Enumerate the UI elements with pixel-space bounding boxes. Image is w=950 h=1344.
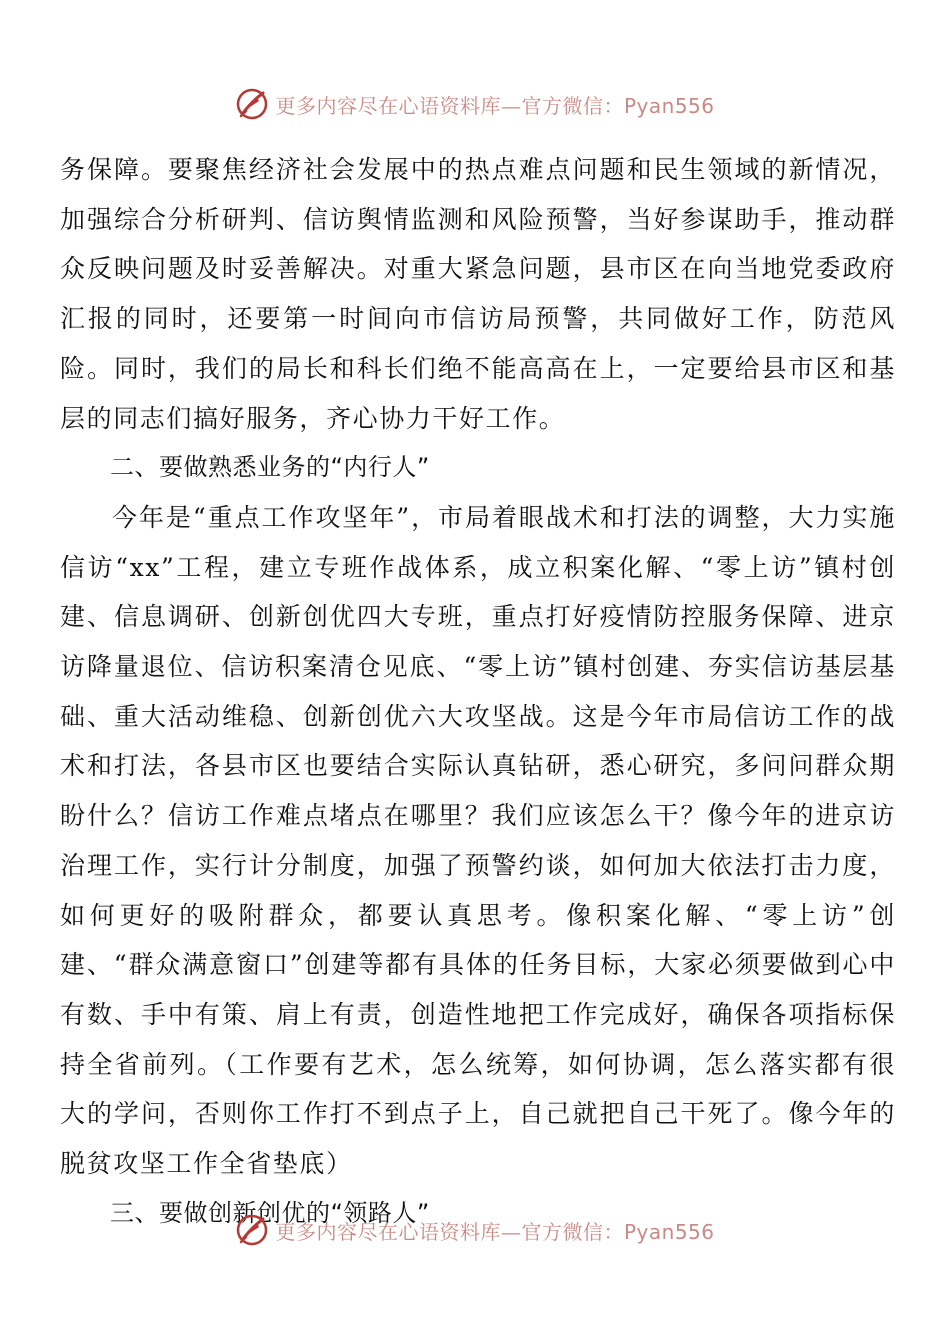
wechat-id: Pyan556: [623, 1219, 715, 1244]
section-heading-2: 二、要做熟悉业务的“内行人”: [110, 453, 430, 482]
quill-logo-icon: [235, 87, 269, 121]
watermark-text: 更多内容尽在心语资料库—官方微信：Pyan556: [275, 93, 715, 118]
paragraph-2: 今年是“重点工作攻坚年”，市局着眼战术和打法的调整，大力实施信访“xx”工程，建立专班作战体系，成立积案化解、“零上访”镇村创建、信息调研、创新创优四大专班，重点打好疫情防控服务保障、进京访降量退位、信访积案清仓见底、“零上访”镇村创建、夯实信访基层基础、重大活动维稳、创新创优六大攻坚战。这是今年市局信访工作的战术和打法，各县市区也要结合实际认真钻研，悉心研究，多问问群众期盼什么？信访工作难点堵点在哪里？我们应该怎么干？像今年的进京访治理工作，实行计分制度，加强了预警约谈，如何加大依法打击力度，如何更好的吸附群众，都要认真思考。像积案化解、“零上访”创建、“群众满意窗口”创建等都有具体的任务目标，大家必须要做到心中有数、手中有策、肩上有责，创造性地把工作完成好，确保各项指标保持全省前列。（工作要有艺术，怎么统筹，如何协调，怎么落实都有很大的学问，否则你工作打不到点子上，自己就把自己干死了。像今年的脱贫攻坚工作全省垫底）: [60, 502, 896, 1179]
quill-logo-icon: [235, 1213, 269, 1247]
paragraph-continued: 务保障。要聚焦经济社会发展中的热点难点问题和民生领域的新情况，加强综合分析研判、信访舆情监测和风险预警，当好参谋助手，推动群众反映问题及时妥善解决。对重大紧急问题，县市区在向当地党委政府汇报的同时，还要第一时间向市信访局预警，共同做好工作，防范风险。同时，我们的局长和科长们绝不能高高在上，一定要给县市区和基层的同志们搞好服务，齐心协力干好工作。: [60, 155, 896, 433]
wechat-id: Pyan556: [623, 93, 715, 118]
watermark-text: 更多内容尽在心语资料库—官方微信：Pyan556: [275, 1219, 715, 1244]
footer-watermark: [0, 1210, 950, 1250]
header-watermark: [0, 84, 950, 124]
section-heading-3: 三、要做创新创优的“领路人”: [110, 1198, 430, 1227]
document-body: [60, 145, 896, 1238]
